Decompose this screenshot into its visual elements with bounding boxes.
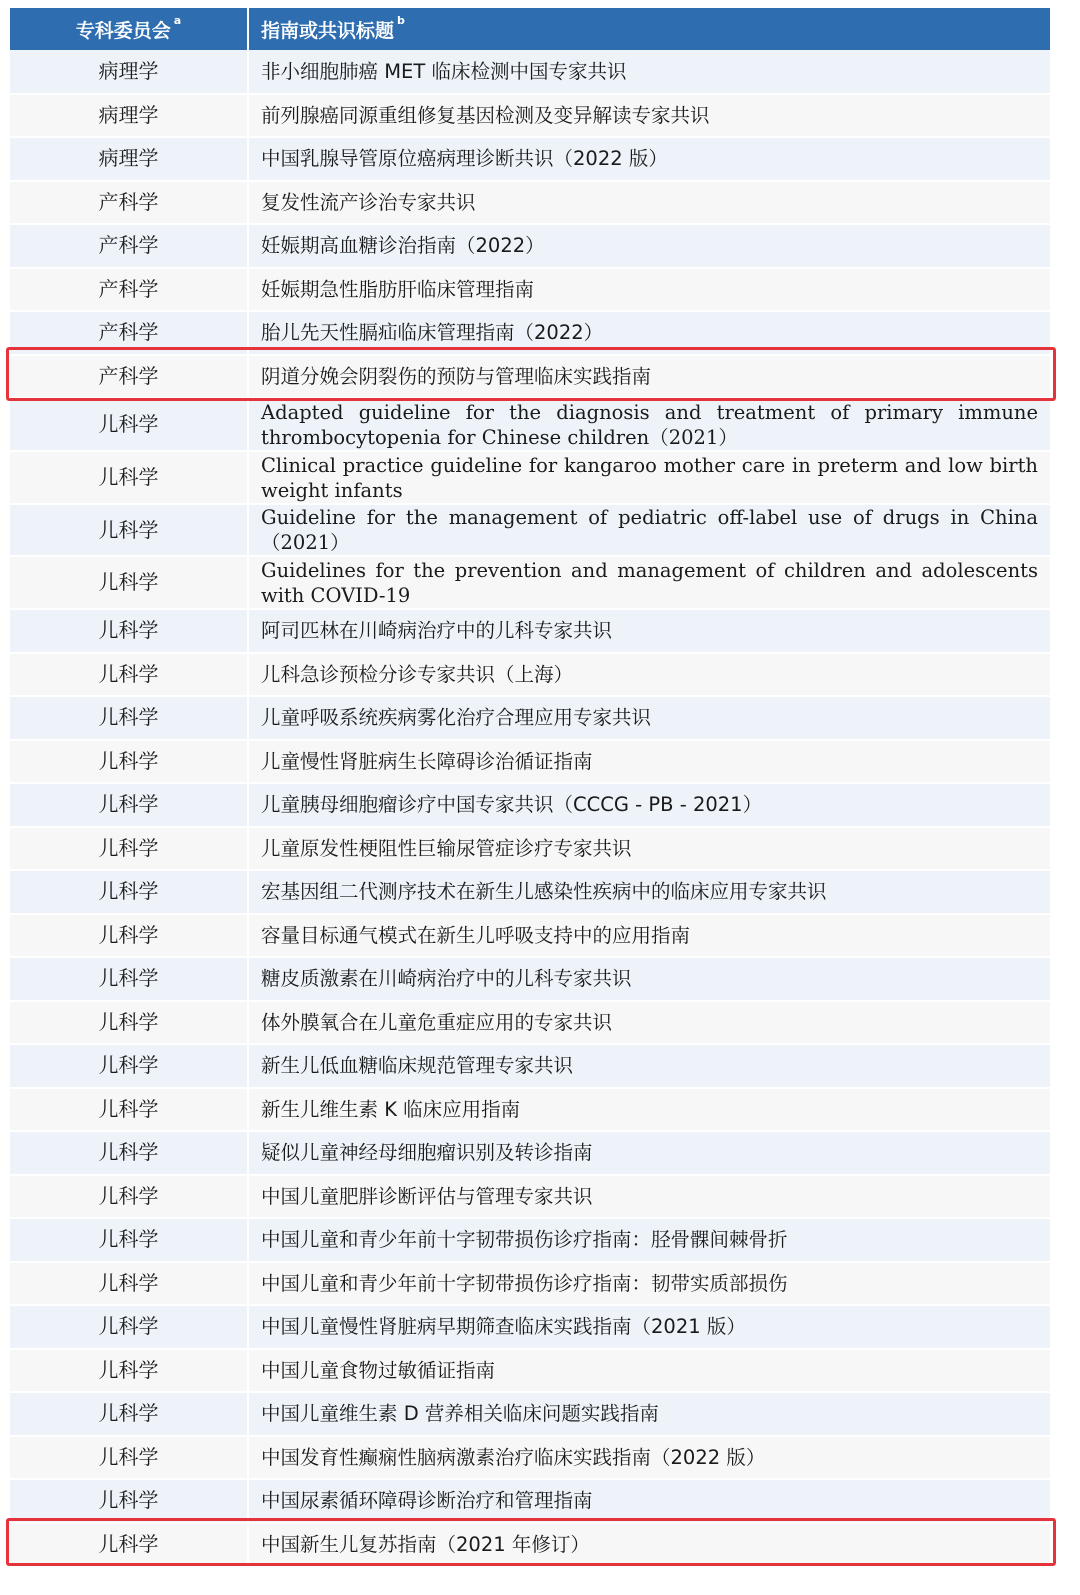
title-cell: 宏基因组二代测序技术在新生儿感染性疾病中的临床应用专家共识 <box>248 870 1050 914</box>
committee-cell: 产科学 <box>10 311 248 355</box>
title-cell: Adapted guideline for the diagnosis and treatment of primary immune thrombocytopenia for Chinese children（2021） <box>248 398 1050 451</box>
title-cell: 阴道分娩会阴裂伤的预防与管理临床实践指南 <box>248 355 1050 399</box>
committee-cell: 病理学 <box>10 137 248 181</box>
title-cell: 体外膜氧合在儿童危重症应用的专家共识 <box>248 1001 1050 1045</box>
committee-cell: 儿科学 <box>10 1392 248 1436</box>
committee-cell: 儿科学 <box>10 504 248 556</box>
title-cell: 中国儿童食物过敏循证指南 <box>248 1349 1050 1393</box>
committee-cell: 病理学 <box>10 94 248 138</box>
table-row <box>10 504 1050 556</box>
header-title-label: 指南或共识标题 <box>261 19 395 42</box>
committee-cell: 儿科学 <box>10 556 248 609</box>
table-row-highlighted <box>10 355 1050 399</box>
committee-cell: 儿科学 <box>10 1001 248 1045</box>
table-row <box>10 94 1050 138</box>
table-row <box>10 1479 1050 1523</box>
table-row <box>10 311 1050 355</box>
title-cell: 前列腺癌同源重组修复基因检测及变异解读专家共识 <box>248 94 1050 138</box>
table-row-highlighted <box>10 1523 1050 1567</box>
title-cell: 糖皮质激素在川崎病治疗中的儿科专家共识 <box>248 957 1050 1001</box>
header-committee-footnote: a <box>173 13 182 27</box>
committee-cell: 产科学 <box>10 268 248 312</box>
committee-cell: 儿科学 <box>10 609 248 653</box>
table-row <box>10 1175 1050 1219</box>
committee-cell: 儿科学 <box>10 1262 248 1306</box>
table-row <box>10 740 1050 784</box>
title-cell: 中国儿童肥胖诊断评估与管理专家共识 <box>248 1175 1050 1219</box>
table-row <box>10 451 1050 504</box>
table-row <box>10 609 1050 653</box>
header-committee-label: 专科委员会 <box>75 19 171 42</box>
table-row <box>10 1088 1050 1132</box>
table-row <box>10 137 1050 181</box>
committee-cell: 儿科学 <box>10 1131 248 1175</box>
title-cell: 儿童原发性梗阻性巨输尿管症诊疗专家共识 <box>248 827 1050 871</box>
title-cell: 胎儿先天性膈疝临床管理指南（2022） <box>248 311 1050 355</box>
title-cell: 妊娠期高血糖诊治指南（2022） <box>248 224 1050 268</box>
table-row <box>10 1044 1050 1088</box>
table-row <box>10 268 1050 312</box>
committee-cell: 儿科学 <box>10 957 248 1001</box>
committee-cell: 儿科学 <box>10 1349 248 1393</box>
table-row <box>10 50 1050 94</box>
committee-cell: 儿科学 <box>10 451 248 504</box>
title-cell: 儿童慢性肾脏病生长障碍诊治循证指南 <box>248 740 1050 784</box>
guideline-table <box>10 8 1050 1567</box>
title-cell: 儿童呼吸系统疾病雾化治疗合理应用专家共识 <box>248 696 1050 740</box>
table-row <box>10 827 1050 871</box>
title-cell: Guideline for the management of pediatric off-label use of drugs in China（2021） <box>248 504 1050 556</box>
table-row <box>10 224 1050 268</box>
committee-cell: 儿科学 <box>10 740 248 784</box>
table-row <box>10 1436 1050 1480</box>
table-row <box>10 556 1050 609</box>
table-row <box>10 398 1050 451</box>
title-cell: 阿司匹林在川崎病治疗中的儿科专家共识 <box>248 609 1050 653</box>
table-header-row <box>10 8 1050 50</box>
title-cell: 中国新生儿复苏指南（2021 年修订） <box>248 1523 1050 1567</box>
table-row <box>10 1349 1050 1393</box>
table-row <box>10 1262 1050 1306</box>
committee-cell: 产科学 <box>10 224 248 268</box>
title-cell: 容量目标通气模式在新生儿呼吸支持中的应用指南 <box>248 914 1050 958</box>
table-row <box>10 1392 1050 1436</box>
committee-cell: 儿科学 <box>10 1479 248 1523</box>
title-cell: 中国儿童和青少年前十字韧带损伤诊疗指南：胫骨髁间棘骨折 <box>248 1218 1050 1262</box>
table-row <box>10 870 1050 914</box>
title-cell: 中国儿童维生素 D 营养相关临床问题实践指南 <box>248 1392 1050 1436</box>
committee-cell: 儿科学 <box>10 1218 248 1262</box>
title-cell: 中国尿素循环障碍诊断治疗和管理指南 <box>248 1479 1050 1523</box>
table-row <box>10 783 1050 827</box>
committee-cell: 儿科学 <box>10 783 248 827</box>
header-title-footnote: b <box>397 13 405 27</box>
table-row <box>10 1305 1050 1349</box>
title-cell: 中国儿童慢性肾脏病早期筛查临床实践指南（2021 版） <box>248 1305 1050 1349</box>
table-row <box>10 181 1050 225</box>
committee-cell: 儿科学 <box>10 1088 248 1132</box>
committee-cell: 儿科学 <box>10 653 248 697</box>
table-row <box>10 957 1050 1001</box>
committee-cell: 儿科学 <box>10 870 248 914</box>
table-row <box>10 914 1050 958</box>
title-cell: 妊娠期急性脂肪肝临床管理指南 <box>248 268 1050 312</box>
table-row <box>10 1131 1050 1175</box>
title-cell: Clinical practice guideline for kangaroo mother care in preterm and low birth weight infants <box>248 451 1050 504</box>
committee-cell: 儿科学 <box>10 1044 248 1088</box>
committee-cell: 儿科学 <box>10 1175 248 1219</box>
table-row <box>10 696 1050 740</box>
header-title <box>248 8 1050 50</box>
committee-cell: 儿科学 <box>10 1523 248 1567</box>
committee-cell: 儿科学 <box>10 696 248 740</box>
title-cell: 儿童胰母细胞瘤诊疗中国专家共识（CCCG - PB - 2021） <box>248 783 1050 827</box>
committee-cell: 儿科学 <box>10 1305 248 1349</box>
table-row <box>10 1218 1050 1262</box>
title-cell: 新生儿低血糖临床规范管理专家共识 <box>248 1044 1050 1088</box>
committee-cell: 病理学 <box>10 50 248 94</box>
table-row <box>10 1001 1050 1045</box>
table-row <box>10 653 1050 697</box>
title-cell: 疑似儿童神经母细胞瘤识别及转诊指南 <box>248 1131 1050 1175</box>
title-cell: 复发性流产诊治专家共识 <box>248 181 1050 225</box>
title-cell: 中国乳腺导管原位癌病理诊断共识（2022 版） <box>248 137 1050 181</box>
header-committee <box>10 8 248 50</box>
committee-cell: 产科学 <box>10 355 248 399</box>
committee-cell: 儿科学 <box>10 914 248 958</box>
committee-cell: 儿科学 <box>10 1436 248 1480</box>
committee-cell: 产科学 <box>10 181 248 225</box>
title-cell: 儿科急诊预检分诊专家共识（上海） <box>248 653 1050 697</box>
title-cell: 中国发育性癫痫性脑病激素治疗临床实践指南（2022 版） <box>248 1436 1050 1480</box>
committee-cell: 儿科学 <box>10 398 248 451</box>
title-cell: 中国儿童和青少年前十字韧带损伤诊疗指南：韧带实质部损伤 <box>248 1262 1050 1306</box>
title-cell: 新生儿维生素 K 临床应用指南 <box>248 1088 1050 1132</box>
committee-cell: 儿科学 <box>10 827 248 871</box>
title-cell: 非小细胞肺癌 MET 临床检测中国专家共识 <box>248 50 1050 94</box>
title-cell: Guidelines for the prevention and management of children and adolescents with COVID-19 <box>248 556 1050 609</box>
guideline-table-container <box>10 8 1050 1567</box>
